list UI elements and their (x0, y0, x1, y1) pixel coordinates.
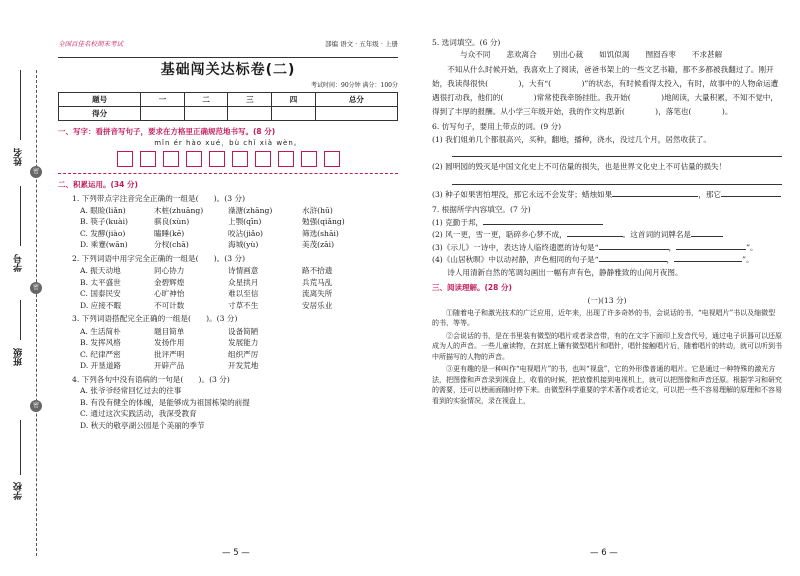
option-cell: 组织严厉 (228, 349, 259, 359)
question-2-stem: 2. 下列词语中用字完全正确的一组是( )。(3 分) (72, 253, 246, 263)
option-cell: 心旷神怡 (154, 289, 185, 299)
question-1-stem: 1. 下列带点字注音完全正确的一组是( )。(3 分) (72, 193, 246, 203)
series-name: 全国百佳名校期末考试 (58, 40, 123, 48)
fill-2-text: (2) 风一更，雪一更，聒碎乡心梦不成， (432, 230, 567, 240)
option-cell: 设备简陋 (228, 326, 259, 336)
answer-blank[interactable] (599, 261, 667, 262)
section-3-heading: 三、阅读理解。(28 分) (432, 283, 512, 292)
passage-paragraph-2: ②会说话的书，是在书里装有微型的唱片或者录音带，有的在文字下面印上发音代号，通过电子识器可以还原成为人的声音。一些儿童读物，在封底上镶有微型唱片和唱针，唱针接触唱片后，随着唱片的转动，就可以听到书中所描写的人物的声音。 (432, 331, 782, 361)
score-row-label: 得分 (59, 107, 141, 121)
sentence-1: (1) 我们姐弟几个都很高兴，买种，翻地，播种，浇水，没过几个月，居然收获了。 (432, 134, 711, 144)
exam-meta: 考试时间：90分钟 满分：100分 (311, 81, 398, 89)
answer-line[interactable] (452, 174, 782, 185)
page-banner (58, 38, 398, 58)
score-table (58, 92, 398, 121)
sentence-3-mid: ，那它 (698, 189, 722, 199)
score-cell[interactable] (184, 107, 228, 121)
option-cell[interactable]: B. 发挥风格 (80, 338, 121, 348)
option-cell: 木桩(zhuāng) (154, 205, 204, 215)
option-cell: 难以至信 (228, 289, 259, 299)
option-cell: 众星拱月 (228, 277, 259, 287)
question-6-stem: 6. 仿写句子，要用上带点的词。(9 分) (432, 122, 562, 132)
score-header-cell: 四 (272, 93, 316, 107)
word-choice: 与众不同 (460, 50, 491, 60)
option-cell: 同心协力 (154, 266, 185, 276)
option-cell: 流离失所 (302, 289, 333, 299)
option-cell[interactable]: D. 乘蹇(wān) (80, 240, 128, 250)
answer-blank[interactable] (676, 249, 746, 250)
answer-blank[interactable] (599, 249, 669, 250)
option-cell: 批评严明 (154, 349, 185, 359)
option-cell[interactable]: A. 振天动地 (80, 266, 121, 276)
option-cell: 题目简单 (154, 326, 185, 336)
option-cell: 勉强(qiǎng) (302, 217, 345, 227)
option-cell: 寸草不生 (228, 300, 259, 310)
writing-grid (58, 151, 398, 167)
word-choice: 如饥似渴 (599, 50, 630, 60)
fill-3: (3)《示儿》一诗中，表达诗人临终遗愿的诗句是“ ， ”。 (432, 242, 758, 252)
question-4-stem: 4. 下列各句中没有语病的一句是( )。(3 分) (72, 374, 230, 384)
section-divider (58, 173, 398, 174)
option-cell: 开发荒地 (228, 361, 259, 371)
option-cell: 筛选(shāi) (302, 228, 339, 238)
binding-margin (0, 0, 50, 576)
question-3-stem: 3. 下列词语搭配完全正确的一组是( )。(3 分) (72, 314, 238, 324)
edition-label: 部编 语文 · 五年级 · 上册 (325, 40, 398, 48)
writing-box[interactable] (232, 151, 248, 167)
option-cell[interactable]: C. 纪律严密 (80, 349, 121, 359)
option-cell: 安居乐业 (302, 300, 333, 310)
option-cell: 金碧辉煌 (154, 277, 185, 287)
word-choice: 悲欢离合 (506, 50, 537, 60)
option-cell: 诗情画意 (228, 266, 259, 276)
writing-box[interactable] (140, 151, 156, 167)
name-label: 姓名 (14, 148, 24, 166)
page-title: 基础闯关达标卷(二) (160, 62, 296, 78)
score-cell[interactable] (228, 107, 272, 121)
option-cell (302, 350, 360, 359)
score-cell[interactable] (315, 107, 397, 121)
school-rule (20, 420, 21, 475)
left-page (58, 38, 398, 430)
option-cell (302, 327, 360, 336)
class-label: 班级 (14, 348, 24, 366)
word-choice: 囫囵吞枣 (645, 50, 676, 60)
option-cell[interactable]: D. 应接不暇 (80, 300, 122, 310)
fill-1 (432, 218, 782, 227)
binding-knot: 密 (30, 400, 42, 412)
binding-knot: 密 (30, 282, 42, 294)
name-rule (20, 70, 21, 140)
writing-box[interactable] (163, 151, 179, 167)
fill-3-text: (3)《示儿》一诗中，表达诗人临终遗愿的诗句是“ (432, 242, 599, 252)
option-cell[interactable]: A. 眼睑(liǎn) (80, 205, 126, 215)
option-cell[interactable]: D. 开垦道路 (80, 361, 122, 371)
writing-box[interactable] (117, 151, 133, 167)
question-5-stem: 5. 选词填空。(6 分) (432, 38, 501, 47)
passage-paragraph-3: ③更有趣的是一种叫作“电视唱片”的书，也叫“视盘”，它的外形像普通的唱片。它是通过一种特殊的激光方法，把图像和声音录到视盘上，收看的时候，把放像机接到电视机上，就可以把图像和声音还原。根据学习和研究的需要，还可以使画面随时停下来。由微型科学重要的学术著作或者论文，可以把一些不容易理解的原理和不容易看到的实验情况，录在视盘上， (432, 365, 782, 405)
option-cell: 兵荒马乱 (302, 277, 333, 287)
fill-4-note: 诗人用清新自然的笔调勾画出一幅有声有色，静静雅致的山间月夜图。 (447, 267, 683, 277)
option-b[interactable]: B. 有没有健全的体魄，是能够成为祖国栋梁的前提 (80, 397, 250, 407)
option-cell: 发展能力 (228, 338, 259, 348)
option-cell: 上颚(qīn) (228, 217, 262, 227)
word-choice: 别出心裁 (552, 50, 584, 60)
score-header-cell: 二 (184, 93, 228, 107)
option-cell: 开辟产品 (154, 361, 185, 371)
option-cell: 海城(yù) (228, 240, 259, 250)
fill-2 (432, 230, 782, 239)
option-cell: 发扬作用 (154, 338, 185, 348)
answer-blank[interactable] (612, 196, 698, 197)
fill-4: (4)《山居秋暝》中以动衬静，声色相同的句子是“ ， ”。 (432, 255, 754, 265)
option-cell: 水浒(hū) (302, 205, 333, 215)
option-cell[interactable]: B. 太平盛世 (80, 277, 121, 287)
writing-box[interactable] (209, 151, 225, 167)
option-cell: 澡溏(zhāng) (228, 205, 273, 215)
question-3-options (58, 327, 398, 371)
answer-blank[interactable] (483, 224, 603, 225)
option-cell (302, 361, 360, 370)
answer-blank[interactable] (721, 196, 781, 197)
student-no-rule (20, 186, 21, 246)
answer-blank[interactable] (674, 261, 742, 262)
binding-knot: 密 (30, 166, 42, 178)
score-cell[interactable] (272, 107, 316, 121)
writing-box[interactable] (186, 151, 202, 167)
option-cell[interactable]: A. 生活简朴 (80, 326, 121, 336)
option-cell[interactable]: C. 发酵(jiào) (80, 228, 126, 238)
score-header-cell: 总分 (315, 93, 397, 107)
option-cell: 咬沾(jiǎo) (228, 228, 263, 238)
writing-box[interactable] (324, 151, 340, 167)
writing-box[interactable] (301, 151, 317, 167)
page-number-left: — 5 — (222, 548, 250, 558)
option-cell: 骐良(xùn) (154, 217, 190, 227)
option-cell: 分杈(chā) (154, 240, 189, 250)
fill-1-text: (1) 克勤于邦， (432, 217, 484, 227)
sentence-3 (432, 190, 782, 199)
question-4-options (58, 386, 398, 430)
answer-blank[interactable] (691, 236, 723, 237)
score-header-cell: 三 (228, 93, 272, 107)
fill-2-tail: 。这首词的词牌名是 (622, 230, 692, 240)
option-d[interactable]: D. 秋天的敬亭湖公园是个美丽的季节 (80, 420, 205, 430)
score-header-cell: 一 (141, 93, 185, 107)
writing-box[interactable] (278, 151, 294, 167)
passage-1-heading: (一)(13 分) (587, 296, 627, 306)
option-cell (302, 338, 360, 347)
class-rule (20, 300, 21, 340)
sentence-3-head: (3) 种子如果害怕埋没，那它永远不会发芽；蜡烛如果 (432, 189, 613, 199)
writing-box[interactable] (255, 151, 271, 167)
option-a[interactable]: A. 张爷爷经常回忆过去的往事 (80, 386, 182, 396)
option-cell[interactable]: B. 筷子(kuài) (80, 217, 128, 227)
school-label: 学校 (14, 482, 24, 500)
question-1-options (58, 206, 398, 250)
question-5-passage[interactable]: 不知从什么时候开始，我喜欢上了阅读，爸爸书架上的一些文艺书籍，都不多都被我翻过了。刚开始，我读得很快( )，大有“( )”的状态，有时候看得太投入，有时，故事中的人物命运遭遇很打动我，他们的( )常常使我牵肠挂肚。我开始( )地阅读，大量积累，不知不觉中，得到了丰厚的报酬。从小学三年级开始，我的作文构思新( )，落笔也( )。 (432, 64, 779, 117)
question-2-options (58, 266, 398, 310)
score-header-cell: 题号 (59, 93, 141, 107)
word-choices (432, 50, 782, 59)
answer-blank[interactable] (567, 236, 623, 237)
sentence-2: (2) 圆明园的毁灭是中国文化史上不可估量的损失，也是世界文化史上不可估量的损失！ (432, 162, 727, 172)
answer-line[interactable] (452, 146, 782, 157)
option-cell: 路不拾遗 (302, 266, 333, 276)
word-choice: 不求甚解 (691, 50, 723, 60)
cut-line (36, 70, 37, 556)
score-cell[interactable] (141, 107, 185, 121)
page-number-right: — 6 — (590, 548, 618, 558)
option-c[interactable]: C. 通过这次实践活动，我深受教育 (80, 409, 197, 419)
option-cell: 美茂(zāi) (302, 240, 335, 250)
option-cell: 瞌睡(kē) (154, 228, 185, 238)
option-cell: 不可计数 (154, 300, 185, 310)
section-2-heading: 二、积累运用。(34 分) (58, 180, 138, 190)
right-page (432, 38, 782, 406)
section-1-heading: 一、写字：看拼音写句子，要求在方格里正确规范地书写。(8 分) (58, 127, 276, 136)
question-7-stem: 7. 根据所学内容填空。(7 分) (432, 205, 531, 215)
pinyin-line: mǐn ér hào xué，bù chǐ xià wèn。 (154, 139, 302, 148)
student-no-label: 学号 (14, 254, 24, 272)
passage-paragraph-1: ①随着电子和激光技术的广泛应用，近年来，出现了许多奇妙的书，会说话的书，“电视唱片”书以及缩微型的书，等等。 (432, 308, 776, 328)
option-cell[interactable]: C. 国泰民安 (80, 289, 121, 299)
fill-4-text: (4)《山居秋暝》中以动衬静，声色相同的句子是“ (432, 255, 599, 265)
